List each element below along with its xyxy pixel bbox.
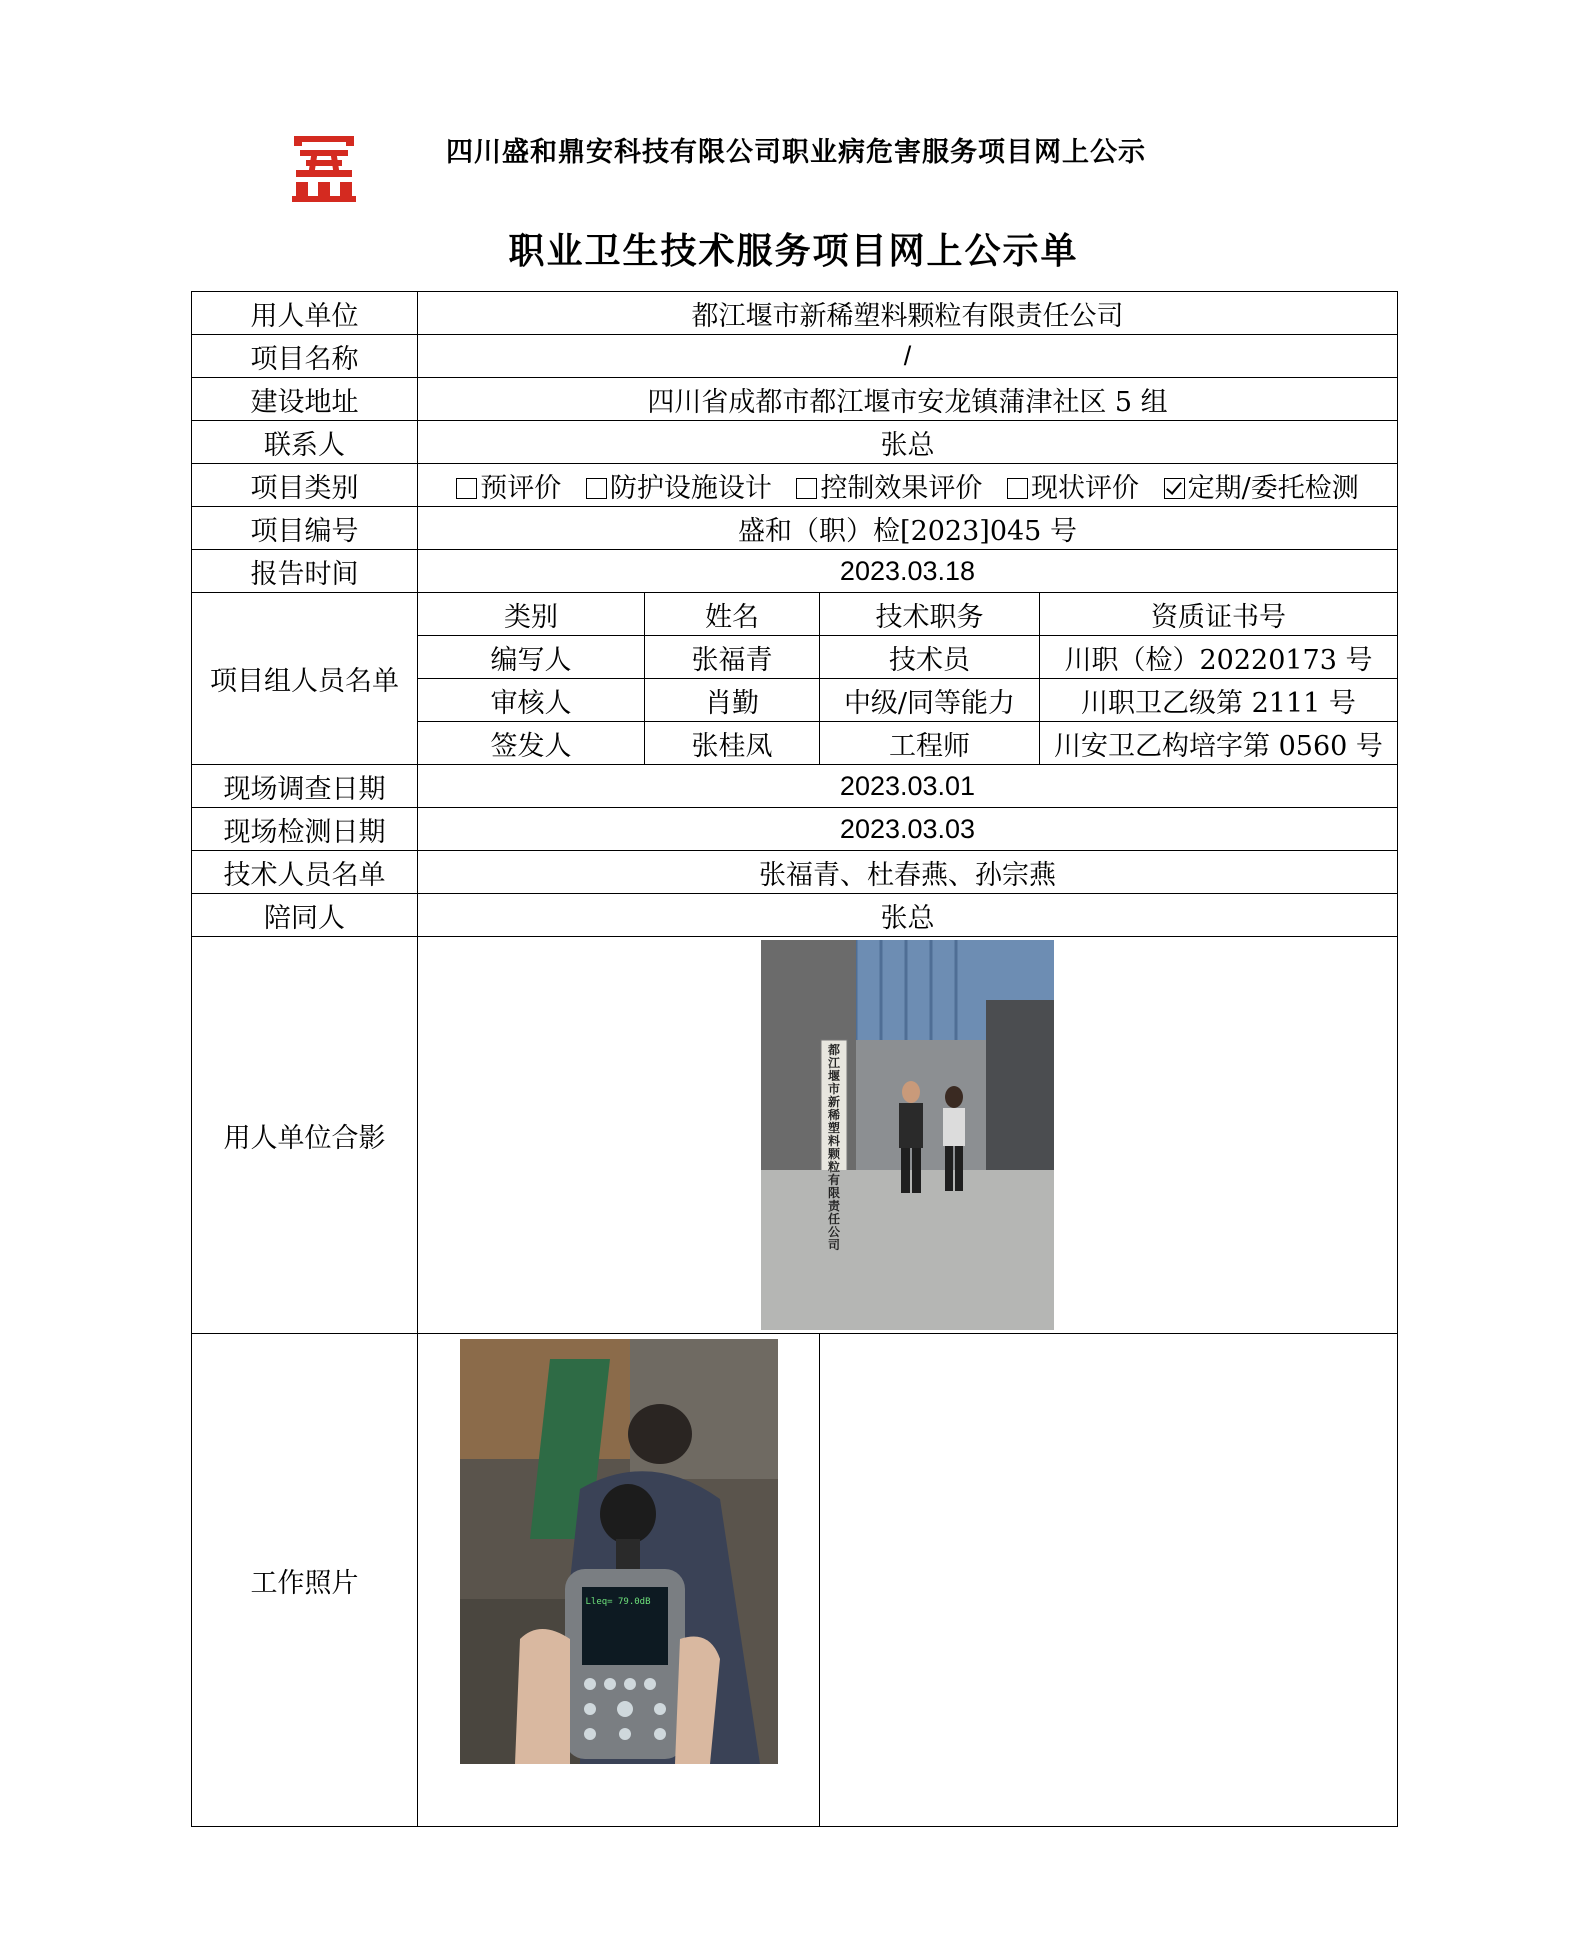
row-group-photo — [192, 937, 1398, 1334]
project-name-label: 项目名称 — [192, 335, 418, 378]
member-cert: 川安卫乙构培字第 0560 号 — [1040, 722, 1398, 765]
row-project-name — [192, 335, 1398, 378]
work-photo-empty-cell — [820, 1334, 1398, 1827]
employer-value: 都江堰市新稀塑料颗粒有限责任公司 — [418, 292, 1398, 335]
meter-reading: Lleq= 79.0dB — [585, 1597, 651, 1607]
row-technicians — [192, 851, 1398, 894]
team-header-cert: 资质证书号 — [1040, 593, 1398, 636]
member-role: 签发人 — [418, 722, 645, 765]
option-label: 控制效果评价 — [820, 472, 983, 504]
work-photo — [460, 1339, 778, 1764]
test-date-value: 2023.03.03 — [418, 808, 1398, 851]
employer-label: 用人单位 — [192, 292, 418, 335]
checkbox-icon — [586, 478, 607, 499]
row-contact — [192, 421, 1398, 464]
row-project-no — [192, 507, 1398, 550]
team-header-row — [192, 593, 1398, 636]
survey-date-label: 现场调查日期 — [192, 765, 418, 808]
survey-date-value: 2023.03.01 — [418, 765, 1398, 808]
member-title: 工程师 — [820, 722, 1040, 765]
report-time-label: 报告时间 — [192, 550, 418, 593]
group-photo-image — [761, 940, 1054, 1330]
project-name-value: / — [418, 335, 1398, 378]
checkbox-icon — [796, 478, 817, 499]
technicians-value: 张福青、杜春燕、孙宗燕 — [418, 851, 1398, 894]
group-photo-label: 用人单位合影 — [192, 937, 418, 1334]
row-survey-date — [192, 765, 1398, 808]
address-label: 建设地址 — [192, 378, 418, 421]
work-photo-cell — [418, 1334, 820, 1827]
row-escort — [192, 894, 1398, 937]
member-title: 技术员 — [820, 636, 1040, 679]
team-label: 项目组人员名单 — [192, 593, 418, 765]
member-name: 肖勤 — [645, 679, 820, 722]
report-time-value: 2023.03.18 — [418, 550, 1398, 593]
contact-value: 张总 — [418, 421, 1398, 464]
option-label: 预评价 — [480, 472, 562, 504]
row-test-date — [192, 808, 1398, 851]
team-header-title: 技术职务 — [820, 593, 1040, 636]
option-label: 防护设施设计 — [609, 472, 772, 504]
row-address — [192, 378, 1398, 421]
escort-label: 陪同人 — [192, 894, 418, 937]
group-photo-cell — [418, 937, 1398, 1334]
category-option-control-effect — [796, 466, 982, 505]
group-photo — [761, 940, 1054, 1330]
row-category — [192, 464, 1398, 507]
contact-label: 联系人 — [192, 421, 418, 464]
team-header-role: 类别 — [418, 593, 645, 636]
page-header — [0, 0, 1587, 272]
notice-table — [191, 291, 1398, 1827]
address-value: 四川省成都市都江堰市安龙镇蒲津社区 5 组 — [418, 378, 1398, 421]
category-option-pre-evaluation — [456, 466, 561, 505]
category-option-periodic-testing — [1164, 466, 1359, 505]
member-name: 张福青 — [645, 636, 820, 679]
work-photo-image — [460, 1339, 778, 1764]
category-options — [418, 464, 1398, 507]
category-option-status-evaluation — [1007, 466, 1139, 505]
company-name: 四川盛和鼎安科技有限公司职业病危害服务项目网上公示 — [446, 137, 1146, 168]
checkbox-checked-icon — [1164, 478, 1185, 499]
company-logo-icon — [286, 130, 362, 206]
option-label: 现状评价 — [1031, 472, 1140, 504]
team-header-name: 姓名 — [645, 593, 820, 636]
test-date-label: 现场检测日期 — [192, 808, 418, 851]
checkbox-icon — [456, 478, 477, 499]
escort-value: 张总 — [418, 894, 1398, 937]
member-name: 张桂凤 — [645, 722, 820, 765]
technicians-label: 技术人员名单 — [192, 851, 418, 894]
page-title: 职业卫生技术服务项目网上公示单 — [508, 230, 1079, 272]
category-option-protection-design — [586, 466, 772, 505]
member-role: 编写人 — [418, 636, 645, 679]
member-cert: 川职卫乙级第 2111 号 — [1040, 679, 1398, 722]
option-label: 定期/委托检测 — [1187, 472, 1359, 504]
work-photo-label: 工作照片 — [192, 1334, 418, 1827]
member-cert: 川职（检）20220173 号 — [1040, 636, 1398, 679]
row-report-time — [192, 550, 1398, 593]
row-employer — [192, 292, 1398, 335]
row-work-photo — [192, 1334, 1398, 1827]
project-no-value: 盛和（职）检[2023]045 号 — [418, 507, 1398, 550]
company-sign-text: 都江堰市新稀塑料颗粒有限责任公司 — [827, 1043, 840, 1252]
member-role: 审核人 — [418, 679, 645, 722]
member-title: 中级/同等能力 — [820, 679, 1040, 722]
category-label: 项目类别 — [192, 464, 418, 507]
checkbox-icon — [1007, 478, 1028, 499]
project-no-label: 项目编号 — [192, 507, 418, 550]
